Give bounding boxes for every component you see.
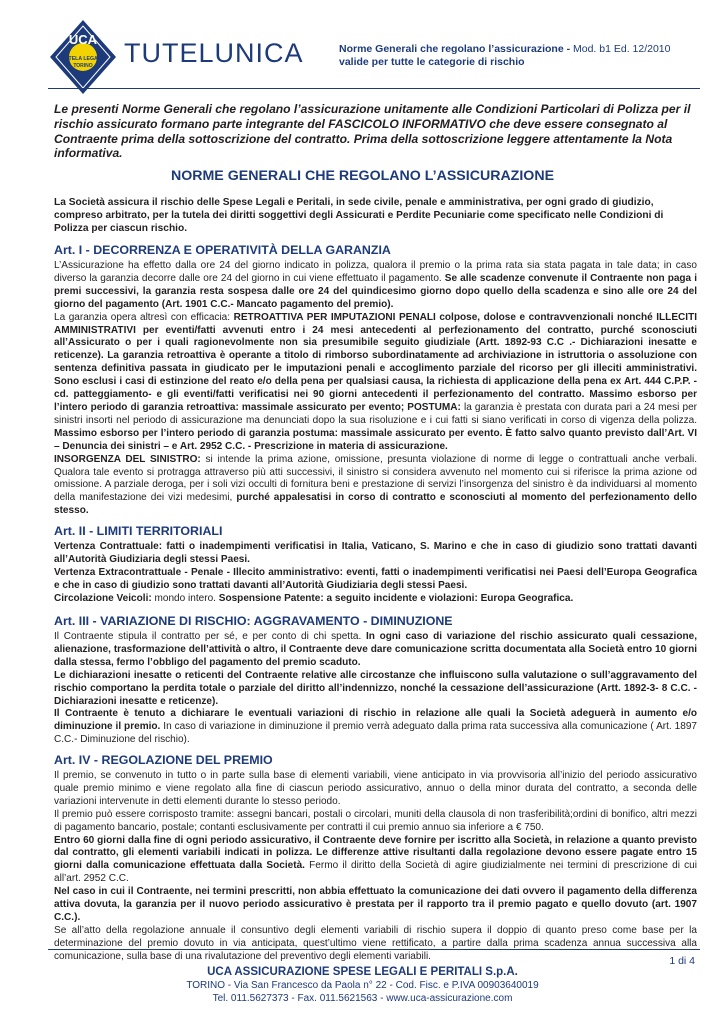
text-segment: Fermo il diritto della Società di agire giudizialmente nei termini di prescrizione di cui all’art. 2952 C.C.: [54, 860, 697, 885]
article-4: [54, 753, 697, 964]
text-segment: Se all’atto della regolazione annuale il consuntivo degli elementi variabili di rischio supera il doppio di quanto preso come base per la determinazione del premio dovuto in via anticipata, quest’ultimo viene rettificato, a partire dalla prima scadenza annua successiva alla comunicazione, sulla base di una rivalutazione del preventivo degli elementi variabili.: [54, 924, 697, 962]
article-body: [54, 541, 697, 606]
text-segment: la garanzia è prestata con durata pari a 24 mesi per sinistri insorti nel periodo di assicurazione ma denunciati dopo la sua risoluzione e i cui fatti si siano verificati in corso di vigenza della polizza.: [54, 401, 698, 426]
article-title: Art. III - VARIAZIONE DI RISCHIO: AGGRAVAMENTO - DIMINUZIONE: [54, 614, 453, 628]
text-segment: Il Contraente stipula il contratto per sé, e per conto di chi spetta.: [54, 631, 366, 642]
article-3: [54, 614, 697, 747]
text-segment: Se alle scadenze convenute il Contraente non paga i premi successivi, la garanzia resta sospesa dalle ore 24 del quindicesimo giorno dopo quello della scadenza e sino alle ore 24 del giorno del pagamento (Art. 1901 C.C.- Mancato pagamento del premio).: [54, 272, 697, 310]
article-1: [54, 243, 697, 518]
footer-address: TORINO - Via San Francesco da Paola n° 22 - Cod. Fisc. e P.IVA 00903640019: [186, 980, 539, 991]
text-segment: purché appalesatisi in corso di contratto e sconosciuti al momento del perfezionamento dello stesso.: [54, 492, 697, 517]
text-segment: Le dichiarazioni inesatte o reticenti del Contraente relative alle circostanze che influiscono sulla valutazione o sull’aggravamento del rischio comportano la perdita totale o parziale del diritto all’indennizzo, nonché la cessazione dell’assicurazione (Artt. 1892-3- 8 C.C. - Dichiarazioni inesatte e reticenze).: [54, 669, 697, 707]
article-body: [54, 631, 697, 747]
header-divider: [48, 88, 700, 89]
logo-text-bottom: TORINO: [73, 63, 93, 69]
doc-model: Mod. b1 Ed. 12/2010: [573, 43, 671, 55]
header-info: [339, 43, 699, 69]
text-segment: INSORGENZA DEL SINISTRO:: [54, 453, 201, 465]
text-segment: Vertenza Contrattuale: fatti o inadempimenti verificatisi in Italia, Vaticano, S. Marino e che in caso di giudizio sono trattati davanti all’Autorità Giudiziaria degli stessi Paesi.: [54, 541, 697, 565]
brand-name: TUTELUNICA: [124, 38, 304, 68]
page-number: 1 di 4: [669, 955, 695, 967]
text-segment: L’Assicurazione ha effetto dalla ore 24 del giorno indicato in polizza, qualora il premio o la prima rata sia stata pagata in tale data; in caso diverso la garanzia decorre dalle ore 24 del giorno in cui viene effettuato il pagamento.: [54, 260, 697, 284]
lead-paragraph: La Società assicura il rischio delle Spese Legali e Peritali, in sede civile, penale e amministrativa, per ogni grado di giudizio, compreso arbitrato, per la tutela dei diritti soggettivi degli Assicurati e Perdite Pecuniarie come specificato nelle Condizioni di Polizza per ciascun rischio.: [54, 197, 664, 235]
text-segment: Massimo esborso per l’intero periodo di garanzia postuma: massimale assicurato per evento. È fatto salvo quanto previsto dall’Art. VI – Denuncia dei sinistri – e Art. 2952 C.C. - Prescrizione in materia di assicurazione.: [54, 427, 697, 452]
text-segment: Sospensione Patente: a seguito incidente e violazioni: Europa Geografica.: [218, 592, 574, 604]
logo-text-top: UCA: [68, 32, 98, 47]
text-segment: Il Contraente è tenuto a dichiarare le eventuali variazioni di rischio in relazione alle quali la Società adeguerà in aumento e/o diminuzione il premio.: [54, 708, 697, 733]
logo-text-mid: TUTELA LEGALE: [61, 56, 105, 62]
article-title: Art. I - DECORRENZA E OPERATIVITÀ DELLA GARANZIA: [54, 243, 391, 257]
text-segment: Il premio, se convenuto in tutto o in parte sulla base di elementi variabili, viene anticipato in via provvisoria all’inizio del periodo assicurativo quale premio minimo e viene regolato alla fine di ciascun periodo assicurativo, annuo o della minor durata del contratto, a seconda delle variazioni intervenute in detti elementi durante lo stesso periodo.: [54, 770, 697, 807]
text-segment: Vertenza Extracontrattuale - Penale - Illecito amministrativo: eventi, fatti o inadempimenti verificatisi nei Paesi dell’Europa Geografica e che in caso di giudizio sono trattati davanti all’Autorità Giudiziaria degli stessi Paesi.: [54, 566, 697, 591]
footer-divider: [48, 949, 700, 950]
text-segment: In ogni caso di variazione del rischio assicurato quali cessazione, alienazione, trasformazione dell’attività o altro, il Contraente deve dare comunicazione scritta documentata alla Società entro 10 giorni dalla stessa, fermo l’obbligo del pagamento del premio scaduto.: [54, 631, 697, 668]
text-segment: RETROATTIVA PER IMPUTAZIONI PENALI colpose, dolose e contravvenzionali nonché ILLECITI AMMINISTRATIVI per eventi/fatti avvenuti entro i 24 mesi antecedenti al perfezionamento del contratto, purché sconosciuti all’Assicurato o per i quali ragionevolmente non sia presumibile seguito giudiziale (Artt. 1892-93 C.C .- Dichiarazioni inesatte e reticenze). La garanzia retroattiva è operante a titolo di rimborso subordinatamente ad archiviazione in istruttoria o assoluzione con sentenza definitiva passata in giudicato per le imputazioni penali e accoglimento parziale del ricorso per gli illeciti amministrativi. Sono esclusi i casi di estinzione del reato e/o della pena per qualsiasi causa, la richiesta di applicazione della pena ex Art. 444 C.P.P. -cd. patteggiamento- e gli eventi/fatti verificatisi nei 90 giorni antecedenti il perfezionamento del contratto. Massimo esborso per l’intero periodo di garanzia retroattiva: massimale assicurato per evento; POSTUMA:: [54, 311, 697, 413]
intro-paragraph: Le presenti Norme Generali che regolano l’assicurazione unitamente alle Condizioni Particolari di Polizza per il rischio assicurato formano parte integrante del FASCICOLO INFORMATIVO che deve essere consegnato al Contraente prima della sottoscrizione del contratto. Prima della sottoscrizione leggere attentamente la Nota informativa.: [54, 102, 691, 161]
text-segment: In caso di variazione in diminuzione il premio verrà adeguato dalla prima rata successiva alla comunicazione ( Art. 1897 C.C.- Diminuzione del rischio).: [54, 721, 697, 746]
article-title: Art. IV - REGOLAZIONE DEL PREMIO: [54, 753, 273, 767]
uca-logo: [48, 18, 118, 96]
main-title: NORME GENERALI CHE REGOLANO L’ASSICURAZIONE: [170, 168, 555, 184]
text-segment: si intende la prima azione, omissione, presunta violazione di norme di legge o contrattuali anche verbali. Qualora tale evento si protragga attraverso più atti successivi, il sinistro si considera avvenuto nel momento cui si riferisce la prima azione od omissione. A parziale deroga, per i soli vizi occulti di fornitura beni e prestazione di servizi l’insorgenza del sinistro è da individuarsi al momento della manifestazione dei vizi medesimi,: [54, 453, 697, 504]
text-segment: mondo intero.: [151, 592, 219, 604]
text-segment: La garanzia opera altresì con efficacia:: [54, 311, 234, 323]
article-2: [54, 524, 697, 606]
article-body: [54, 770, 697, 964]
footer-company: UCA ASSICURAZIONE SPESE LEGALI E PERITALI S.p.A.: [207, 966, 518, 978]
text-segment: Entro 60 giorni dalla fine di ogni periodo assicurativo, il Contraente deve fornire per iscritto alla Società, in relazione a quanto previsto dal contratto, gli elementi variabili indicati in polizza. Le differenze attive risultanti dalla regolazione devono essere pagate entro 15 giorni dalla comunicazione effettuata dalla Società.: [54, 834, 697, 872]
doc-title: Norme Generali che regolano l’assicurazione -: [339, 43, 571, 55]
doc-scope: valide per tutte le categorie di rischio: [339, 56, 525, 68]
article-title: Art. II - LIMITI TERRITORIALI: [54, 524, 223, 538]
text-segment: Circolazione Veicoli:: [54, 592, 152, 604]
text-segment: Il premio può essere corrisposto tramite: assegni bancari, postali o circolari, muniti della clausola di non trasferibilità;ordini di bonifico, altri mezzi di pagamento bancario, postale; contanti esclusivamente per contratti il cui premio annuo sia inferiore a € 750.: [54, 808, 697, 833]
text-segment: Nel caso in cui il Contraente, nei termini prescritti, non abbia effettuato la comunicazione dei dati ovvero il pagamento della differenza attiva dovuta, la garanzia per il nuovo periodo assicurativo è prestata per il rapporto tra il premio pagato e quello dovuto (art. 1907 C.C.).: [54, 886, 697, 923]
footer: [0, 965, 725, 1005]
article-body: [54, 260, 697, 518]
footer-contacts: Tel. 011.5627373 - Fax. 011.5621563 - www.uca-assicurazione.com: [212, 992, 513, 1004]
